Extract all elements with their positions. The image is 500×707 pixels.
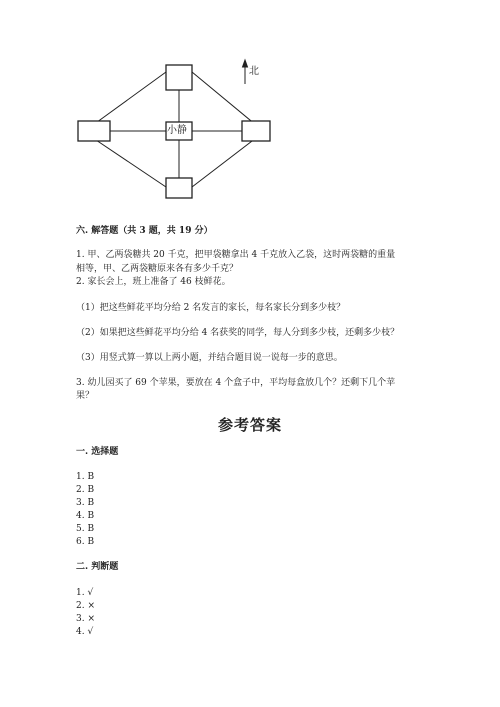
choice-item-2: 2. B bbox=[76, 485, 95, 495]
section6-heading: 六. 解答题（共 3 题，共 19 分） bbox=[76, 226, 213, 236]
box-right bbox=[242, 121, 270, 141]
judge-item-2: 2. × bbox=[76, 601, 95, 611]
line-bottom-left bbox=[93, 138, 166, 187]
judge-item-4: 4. √ bbox=[76, 627, 94, 637]
judge-item-1: 1. √ bbox=[76, 588, 94, 598]
q1-line1: 1. 甲、乙两袋糖共 20 千克，把甲袋糖拿出 4 千克放入乙袋，这时两袋糖的重量 bbox=[76, 250, 396, 260]
q2-line1: 2. 家长会上，班上准备了 46 枝鲜花。 bbox=[76, 277, 231, 287]
q3-line2: 果？ bbox=[76, 391, 95, 401]
center-box-label: 小静 bbox=[167, 125, 187, 136]
line-top-right bbox=[192, 72, 256, 125]
north-label: 北 bbox=[249, 66, 259, 77]
box-top bbox=[166, 65, 192, 90]
choice-item-5: 5. B bbox=[76, 524, 95, 534]
direction-diagram bbox=[0, 0, 500, 215]
q1-line2: 相等，甲、乙两袋糖原来各有多少千克？ bbox=[76, 264, 239, 274]
north-arrow-head bbox=[243, 60, 248, 67]
choice-item-3: 3. B bbox=[76, 498, 95, 508]
direction-diagram-lines bbox=[0, 0, 500, 215]
q3-line1: 3. 幼儿园买了 69 个苹果，要放在 4 个盒子中，平均每盒放几个？还剩下几个苹 bbox=[76, 378, 396, 388]
choice-item-6: 6. B bbox=[76, 537, 95, 547]
judge-heading: 二. 判断题 bbox=[76, 562, 119, 572]
choice-heading: 一. 选择题 bbox=[76, 447, 119, 457]
answers-title: 参考答案 bbox=[217, 416, 282, 434]
q2-sub1: （1）把这些鲜花平均分给 2 名发言的家长，每名家长分到多少枝？ bbox=[76, 303, 346, 313]
line-bottom-right bbox=[192, 138, 256, 187]
box-left bbox=[78, 121, 110, 141]
judge-item-3: 3. × bbox=[76, 614, 95, 624]
line-top-left bbox=[93, 72, 166, 125]
choice-item-1: 1. B bbox=[76, 472, 95, 482]
box-bottom bbox=[166, 178, 192, 198]
q2-sub2: （2）如果把这些鲜花平均分给 4 名获奖的同学，每人分到多少枝，还剩多少枝？ bbox=[76, 328, 400, 338]
choice-item-4: 4. B bbox=[76, 511, 95, 521]
q2-sub3: （3）用竖式算一算以上两小题，并结合题目说一说每一步的意思。 bbox=[76, 353, 343, 363]
